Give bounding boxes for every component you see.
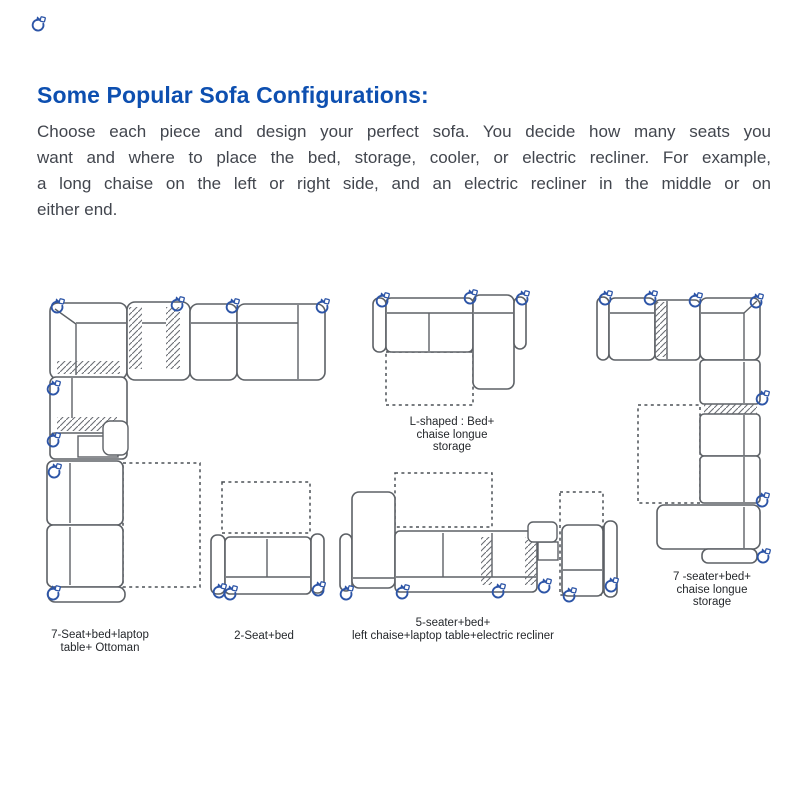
label-seven-seater-right bbox=[634, 571, 790, 609]
diagram-two-seat bbox=[211, 482, 325, 600]
bed-outline bbox=[222, 482, 310, 533]
bed-outline bbox=[395, 473, 492, 527]
label-two-seat bbox=[204, 630, 324, 643]
chaise-longue bbox=[473, 295, 514, 389]
laptop-table bbox=[103, 421, 128, 455]
intro-line: Choose each piece and design your perfect sofa. You decide how many seats you bbox=[37, 122, 771, 141]
diagram-l-shaped bbox=[373, 289, 529, 405]
label-line: 5-seater+bed+ bbox=[415, 617, 491, 629]
label-five-seater bbox=[333, 617, 573, 642]
label-line: 7 -seater+bed+ bbox=[672, 571, 751, 583]
electric-recliner bbox=[562, 525, 603, 596]
intro-line: a long chaise on the left or right side, and an electric recliner in the middle or on bbox=[37, 174, 771, 193]
left-chaise bbox=[352, 492, 395, 588]
bed-outline bbox=[123, 463, 200, 587]
diagram-seven-seater-right bbox=[597, 290, 770, 563]
label-line: L-shaped : Bed+ bbox=[409, 416, 495, 428]
rotate-icon bbox=[758, 548, 771, 562]
bed-outline bbox=[638, 405, 700, 503]
label-line: storage bbox=[432, 441, 472, 453]
label-seven-seat-left bbox=[20, 629, 180, 654]
label-line: 2-Seat+bed bbox=[234, 630, 294, 642]
intro-line: either end. bbox=[37, 200, 118, 219]
label-line: 7-Seat+bed+laptop bbox=[51, 629, 149, 641]
label-line: chaise longue bbox=[676, 583, 748, 596]
label-line: left chaise+laptop table+electric recliner bbox=[351, 629, 554, 642]
laptop-table bbox=[528, 522, 557, 542]
label-line: table+ Ottoman bbox=[60, 641, 140, 654]
rotate-icon bbox=[33, 16, 46, 30]
label-line: chaise longue bbox=[416, 428, 488, 441]
page-title: Some Popular Sofa Configurations: bbox=[37, 82, 429, 108]
intro-line: want and where to place the bed, storage, cooler, or electric recliner. For example, bbox=[37, 148, 771, 167]
label-l-shaped bbox=[372, 416, 532, 454]
diagram-five-seater bbox=[340, 473, 618, 602]
rotate-icon bbox=[539, 578, 552, 592]
bed-outline bbox=[386, 352, 473, 405]
label-line: storage bbox=[692, 596, 732, 608]
